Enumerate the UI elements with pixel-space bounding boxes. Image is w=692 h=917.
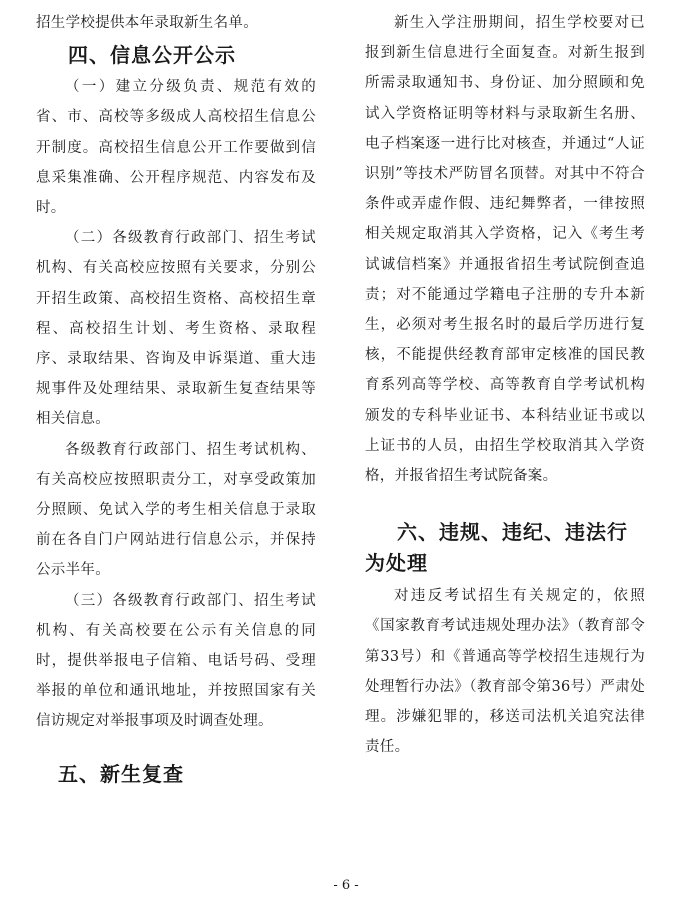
section-heading-4: 四、信息公开公示 bbox=[68, 43, 236, 68]
right-column bbox=[365, 8, 645, 762]
left-column bbox=[36, 8, 316, 789]
paragraph: 招生学校提供本年录取新生名单。 bbox=[36, 15, 258, 31]
paragraph: （二）各级教育行政部门、招生考试机构、有关高校应按照有关要求，分别公开招生政策、高校招生资格、高校招生章程、高校招生计划、考生资格、录取程序、录取结果、咨询及申诉渠道、重大违规事件及处理结果、录取新生复查结果等相关信息。 bbox=[36, 230, 316, 428]
page-number: - 6 - bbox=[333, 878, 359, 893]
section-heading-6: 六、违规、违纪、违法行为处理 bbox=[365, 520, 628, 576]
section-heading-5: 五、新生复查 bbox=[58, 761, 184, 786]
paragraph: （三）各级教育行政部门、招生考试机构、有关高校要在公示有关信息的同时，提供举报电子信箱、电话号码、受理举报的单位和通讯地址，并按照国家有关信访规定对举报事项及时调查处理。 bbox=[36, 592, 316, 730]
paragraph: 新生入学注册期间，招生学校要对已报到新生信息进行全面复查。对新生报到所需录取通知书、身份证、加分照顾和免试入学资格证明等材料与录取新生名册、电子档案逐一进行比对核查，并通过“人证识别”等技术严防冒名顶替。对其中不符合条件或弄虚作假、违纪舞弊者，一律按照相关规定取消其入学资格，记入《考生考试诚信档案》并通报省招生考试院倒查追责；对不能通过学籍电子注册的专升本新生，必须对考生报名时的最后学历进行复核，不能提供经教育部审定核准的国民教育系列高等学校、高等教育自学考试机构颁发的专科毕业证书、本科结业证书或以上证书的人员，由招生学校取消其入学资格，并报省招生考试院备案。 bbox=[365, 15, 645, 485]
paragraph: 对违反考试招生有关规定的，依照《国家教育考试违规处理办法》（教育部令第33号）和《普通高等学校招生违规行为处理暂行办法》（教育部令第36号）严肃处理。涉嫌犯罪的，移送司法机关追究法律责任。 bbox=[365, 588, 645, 756]
paragraph: （一）建立分级负责、规范有效的省、市、高校等多级成人高校招生信息公开制度。高校招生信息公开工作要做到信息采集准确、公开程序规范、内容发布及时。 bbox=[36, 79, 316, 217]
paragraph: 各级教育行政部门、招生考试机构、有关高校应按照职责分工，对享受政策加分照顾、免试入学的考生相关信息于录取前在各自门户网站进行信息公示，并保持公示半年。 bbox=[36, 441, 316, 579]
